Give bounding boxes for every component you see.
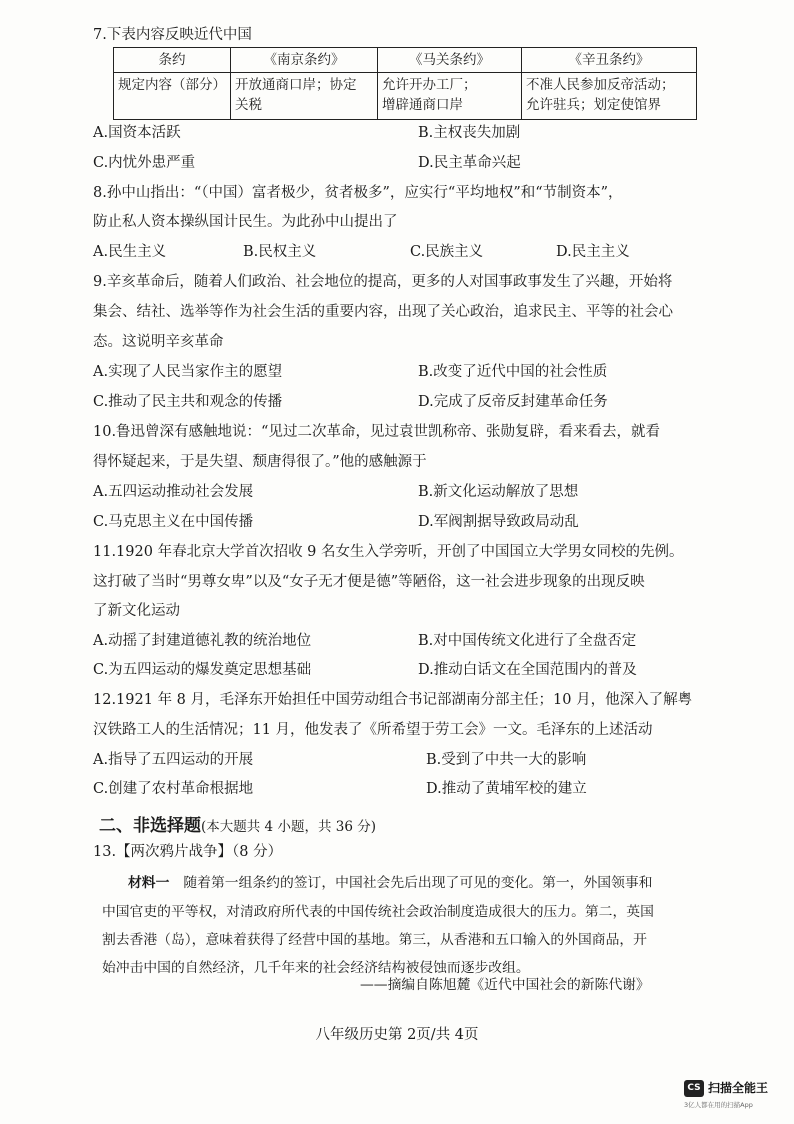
q11-option-c: C.为五四运动的爆发奠定思想基础 <box>93 662 312 678</box>
table-row <box>114 73 697 120</box>
q10-option-d: D.军阀割据导致政局动乱 <box>418 514 579 530</box>
q12-line: 汉铁路工人的生活情况；11 月，他发表了《所希望于劳工会》一文。毛泽东的上述活动 <box>93 722 653 738</box>
material-text: 随着第一组条约的签订，中国社会先后出现了可见的变化。第一，外国领事和 <box>183 875 653 891</box>
cell-line: 允许驻兵；划定使馆界 <box>526 97 661 113</box>
q9-option-a: A.实现了人民当家作主的愿望 <box>93 364 283 380</box>
q11-line: 11.1920 年春北京大学首次招收 9 名女生入学旁听，开创了中国国立大学男女同校的先例。 <box>93 544 684 560</box>
q13-material-line: 始冲击中国的自然经济，几千年来的社会经济结构被侵蚀而逐步改组。 <box>102 960 530 976</box>
camscanner-logo-icon: CS <box>684 1080 704 1097</box>
q8-line: 防止私人资本操纵国计民生。为此孙中山提出了 <box>93 214 398 230</box>
q7-option-c: C.内忧外患严重 <box>93 155 196 171</box>
cell-line: 开放通商口岸；协定 <box>235 77 357 93</box>
table-cell <box>522 73 697 120</box>
q13-material-line: 割去香港（岛），意味着获得了经营中国的基地。第三，从香港和五口输入的外国商品，开 <box>102 932 647 948</box>
watermark-name: 扫描全能王 <box>708 1081 769 1095</box>
q10-option-c: C.马克思主义在中国传播 <box>93 514 254 530</box>
table-cell <box>231 73 378 120</box>
q7-option-b: B.主权丧失加剧 <box>418 125 521 141</box>
q7-stem: 7.下表内容反映近代中国 <box>93 27 252 43</box>
q11-option-d: D.推动白话文在全国范围内的普及 <box>418 662 637 678</box>
q13-source: ——摘编自陈旭麓《近代中国社会的新陈代谢》 <box>360 977 650 993</box>
watermark-sub: 3亿人都在用的扫描App <box>684 1101 753 1109</box>
q10-line: 10.鲁迅曾深有感触地说：“见过二次革命，见过袁世凯称帝、张勋复辟，看来看去，就看 <box>93 424 660 440</box>
section-heading <box>99 811 376 836</box>
q11-option-b: B.对中国传统文化进行了全盘否定 <box>418 633 637 649</box>
table-header: 条约 <box>114 48 231 73</box>
q12-option-a: A.指导了五四运动的开展 <box>93 752 254 768</box>
table-header: 《南京条约》 <box>231 48 378 73</box>
q7-option-a: A.国资本活跃 <box>93 125 181 141</box>
table-header-row <box>114 48 697 73</box>
table-cell <box>378 73 522 120</box>
q11-line: 了新文化运动 <box>93 603 180 619</box>
q11-option-a: A.动摇了封建道德礼教的统治地位 <box>93 633 312 649</box>
q8-option-c: C.民族主义 <box>410 244 484 260</box>
q13-title: 13.【两次鸦片战争】（8 分） <box>93 844 283 860</box>
q12-option-c: C.创建了农村革命根据地 <box>93 781 254 797</box>
q10-option-b: B.新文化运动解放了思想 <box>418 484 579 500</box>
q12-line: 12.1921 年 8 月，毛泽东开始担任中国劳动组合书记部湖南分部主任；10 月，他深入了解粤 <box>93 692 693 708</box>
q9-line: 9.辛亥革命后，随着人们政治、社会地位的提高，更多的人对国事政事发生了兴趣，开始将 <box>93 274 673 290</box>
q9-line: 集会、结社、选举等作为社会生活的重要内容，出现了关心政治，追求民主、平等的社会心 <box>93 304 673 320</box>
q9-line: 态。这说明辛亥革命 <box>93 334 224 350</box>
q13-material-line: 中国官吏的平等权，对清政府所代表的中国传统社会政治制度造成很大的压力。第二，英国 <box>102 904 654 920</box>
q10-option-a: A.五四运动推动社会发展 <box>93 484 254 500</box>
cell-line: 允许开办工厂； <box>382 77 477 93</box>
q11-line: 这打破了当时“男尊女卑”以及“女子无才便是德”等陋俗，这一社会进步现象的出现反映 <box>93 574 645 590</box>
q13-material-line <box>128 873 652 893</box>
table-header: 《马关条约》 <box>378 48 522 73</box>
q7-option-d: D.民主革命兴起 <box>418 155 521 171</box>
section-note: (本大题共 4 小题，共 36 分) <box>201 819 376 835</box>
q8-option-d: D.民主主义 <box>556 244 630 260</box>
q9-option-c: C.推动了民主共和观念的传播 <box>93 394 283 410</box>
q8-line: 8.孙中山指出：“（中国）富者极少，贫者极多”，应实行“平均地权”和“节制资本”， <box>93 185 623 201</box>
cell-line: 关税 <box>235 97 262 113</box>
cell-line: 不准人民参加反帝活动； <box>526 77 675 93</box>
q8-option-a: A.民生主义 <box>93 244 167 260</box>
material-label: 材料一 <box>128 875 170 891</box>
section-title: 二、非选择题 <box>99 816 201 836</box>
cell-line: 增辟通商口岸 <box>382 97 463 113</box>
table-header: 《辛丑条约》 <box>522 48 697 73</box>
treaty-table <box>113 47 697 120</box>
q12-option-d: D.推动了黄埔军校的建立 <box>426 781 587 797</box>
table-row-label: 规定内容（部分） <box>114 73 231 120</box>
page-footer: 八年级历史第 2页/共 4页 <box>315 1027 479 1043</box>
q10-line: 得怀疑起来，于是失望、颓唐得很了。”他的感触源于 <box>93 454 427 470</box>
q8-option-b: B.民权主义 <box>243 244 317 260</box>
q9-option-b: B.改变了近代中国的社会性质 <box>418 364 608 380</box>
q9-option-d: D.完成了反帝反封建革命任务 <box>418 394 608 410</box>
q12-option-b: B.受到了中共一大的影响 <box>426 752 587 768</box>
